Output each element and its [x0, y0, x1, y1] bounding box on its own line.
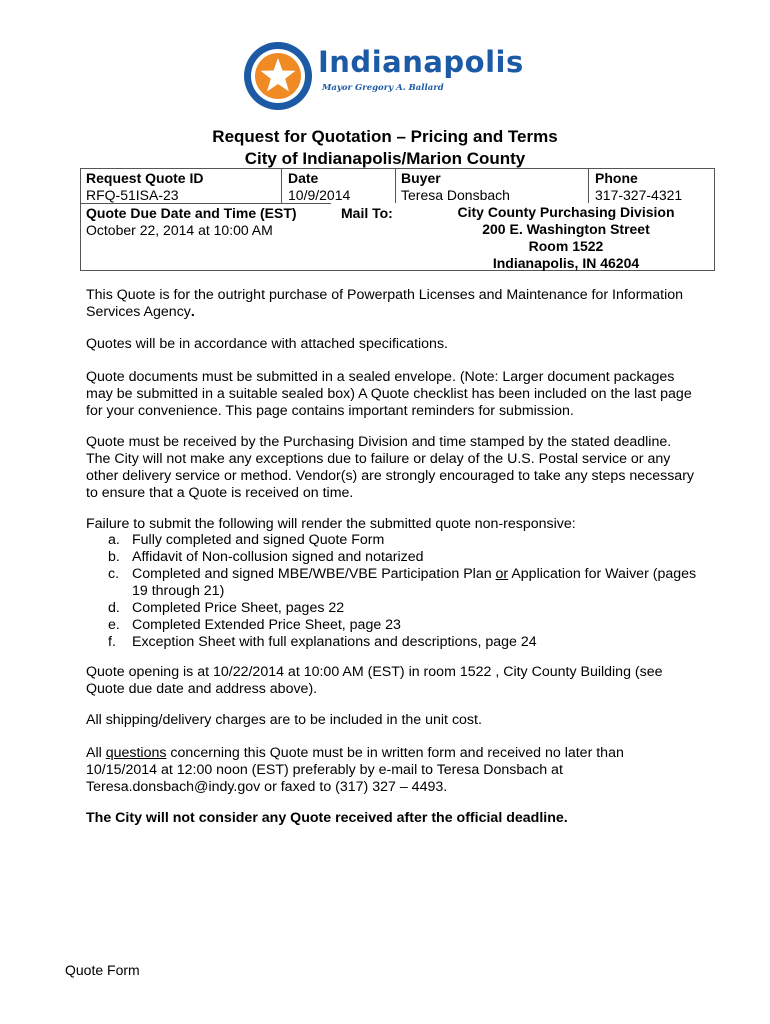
logo-text [318, 45, 524, 93]
questions-link-text: questions [105, 745, 167, 761]
paragraph-submission: Quote documents must be submitted in a sealed envelope. (Note: Larger document packages may be submitted in a suitable sealed box) A Quote checklist has been included on the last page for your convenience. This page contains important reminders for submission. [86, 369, 692, 419]
mail-line: Indianapolis, IN 46204 [492, 255, 640, 271]
phone-value: 317-327-4321 [595, 187, 683, 203]
paragraph-shipping: All shipping/delivery charges are to be included in the unit cost. [86, 712, 482, 728]
purpose-end: . [190, 304, 195, 320]
city-seal-icon [240, 38, 318, 114]
paragraph-failure-intro: Failure to submit the following will render the submitted quote non-responsive: [86, 516, 576, 532]
mail-address [431, 204, 701, 272]
mail-line: 200 E. Washington Street [482, 221, 650, 237]
logo-name: Indianapolis [318, 45, 524, 79]
document-subtitle: City of Indianapolis/Marion County [244, 149, 526, 168]
mail-line: City County Purchasing Division [457, 204, 675, 220]
list-item: c. Completed and signed MBE/WBE/VBE Participation Plan or Application for Waiver (pages 19 through 21) [108, 566, 697, 599]
paragraph-final-notice: The City will not consider any Quote received after the official deadline. [86, 810, 568, 826]
date-label: Date [288, 170, 319, 186]
phone-label: Phone [595, 170, 638, 186]
buyer-value: Teresa Donsbach [401, 187, 510, 203]
paragraph-specifications: Quotes will be in accordance with attached specifications. [86, 336, 448, 352]
paragraph-purpose [86, 287, 698, 321]
city-logo [240, 38, 524, 114]
due-date-value: October 22, 2014 at 10:00 AM [86, 222, 273, 238]
paragraph-deadline: Quote must be received by the Purchasing Division and time stamped by the stated deadline. The City will not make any exceptions due to failure or delay of the U.S. Postal service or any other delivery service or method. Vendor(s) are strongly encouraged to take any steps necessary to ensure that a Quote is received on time. [86, 434, 695, 501]
list-item: b. Affidavit of Non-collusion signed and notarized [108, 549, 424, 565]
list-item: e. Completed Extended Price Sheet, page 23 [108, 617, 401, 633]
request-id-value: RFQ-51ISA-23 [86, 187, 179, 203]
mail-to-label: Mail To: [341, 205, 393, 221]
list-item: a. Fully completed and signed Quote Form [108, 532, 385, 548]
quote-info-table [80, 168, 715, 271]
paragraph-opening: Quote opening is at 10/22/2014 at 10:00 AM (EST) in room 1522 , City County Building (see Quote due date and address above). [86, 664, 663, 697]
buyer-label: Buyer [401, 170, 441, 186]
list-item: f. Exception Sheet with full explanations and descriptions, page 24 [108, 634, 537, 650]
mail-line: Room 1522 [528, 238, 604, 254]
list-item: d. Completed Price Sheet, pages 22 [108, 600, 345, 616]
logo-mayor: Mayor Gregory A. Ballard [322, 83, 444, 93]
purpose-text: This Quote is for the outright purchase of Powerpath Licenses and Maintenance for Information Services Agency [86, 287, 683, 320]
document-title: Request for Quotation – Pricing and Terms [212, 127, 558, 146]
request-id-label: Request Quote ID [86, 170, 204, 186]
paragraph-questions: All questions concerning this Quote must be in written form and received no later than 10/15/2014 at 12:00 noon (EST) preferably by e-mail to Teresa Donsbach at Teresa.donsbach@indy.gov or faxed to (317) 327 – 4493. [86, 745, 624, 795]
requirements-list [86, 532, 706, 651]
due-date-label: Quote Due Date and Time (EST) [86, 205, 297, 221]
footer-label: Quote Form [65, 962, 140, 978]
date-value: 10/9/2014 [288, 187, 351, 203]
